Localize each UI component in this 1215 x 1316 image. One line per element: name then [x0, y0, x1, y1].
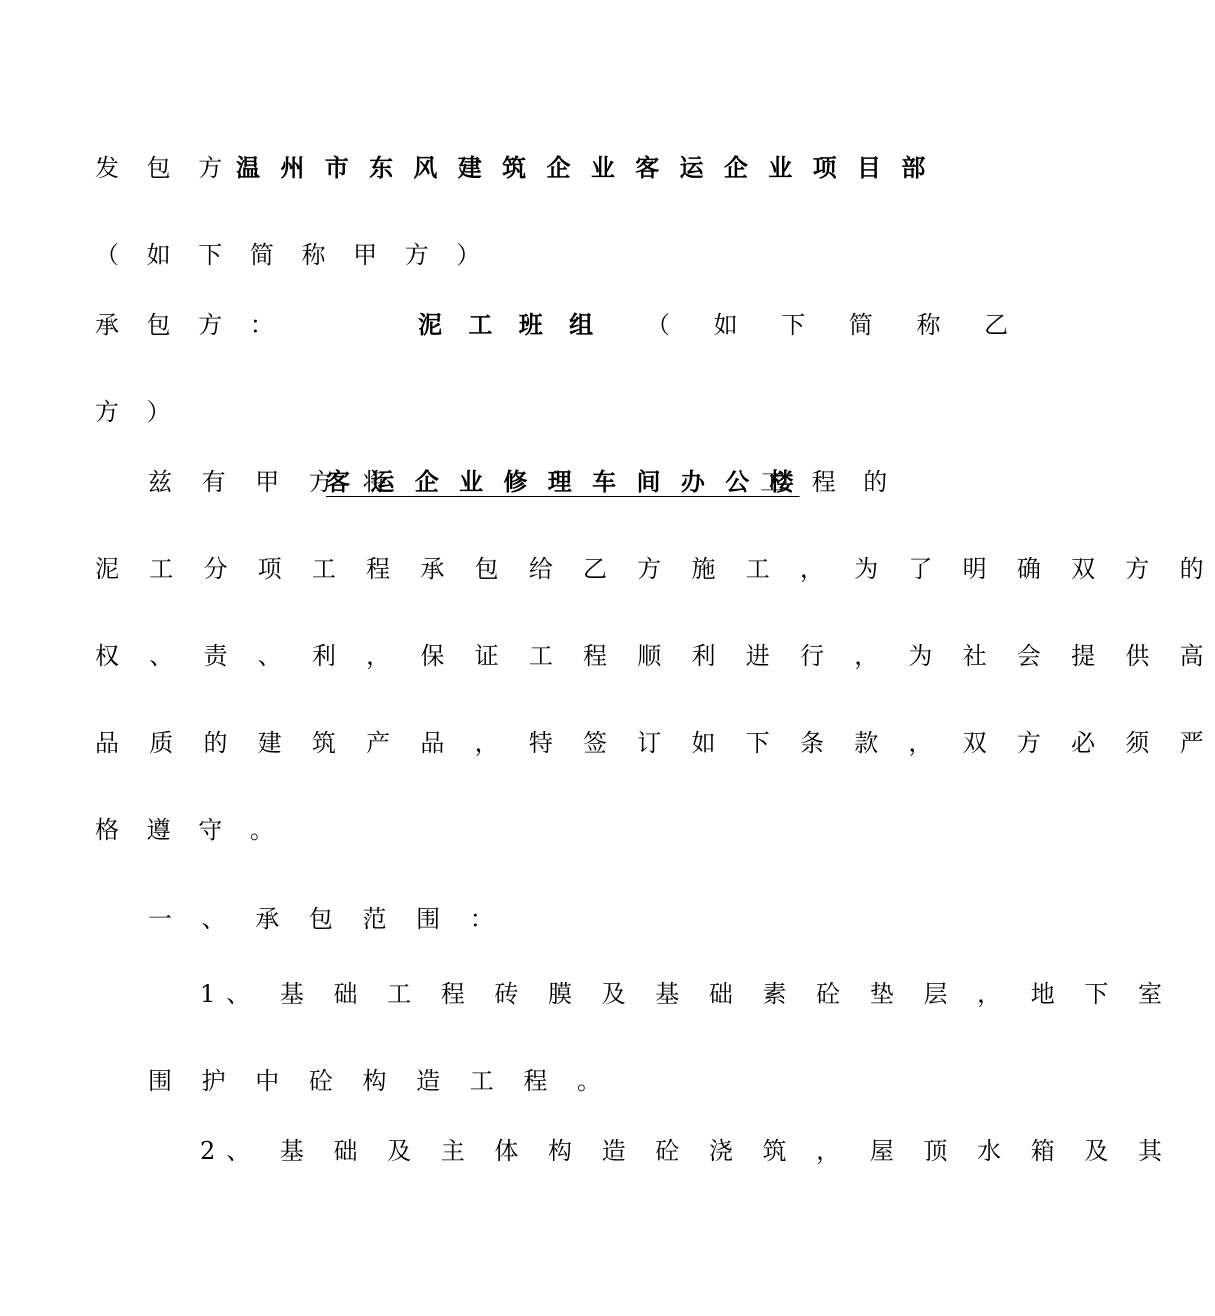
party-b-label: 承 包 方 ： [95, 311, 284, 339]
intro-line-2: 泥 工 分 项 工 程 承 包 给 乙 方 施 工 ， 为 了 明 确 双 方 的 [95, 555, 1215, 583]
item-1-line-2: 围 护 中 砼 构 造 工 程 。 [148, 1067, 613, 1095]
intro-prefix: 兹 有 甲 方 将 [148, 468, 398, 496]
item-1-line-1: 1、 基 础 工 程 砖 膜 及 基 础 素 砼 垫 层 ， 地 下 室 [200, 980, 1173, 1008]
intro-line-4: 品 质 的 建 筑 产 品 ， 特 签 订 如 下 条 款 ， 双 方 必 须 严 [95, 729, 1215, 757]
intro-suffix: 工 程 的 [760, 468, 898, 496]
item-2-line-1: 2、 基 础 及 主 体 构 造 砼 浇 筑 ， 屋 顶 水 箱 及 其 [200, 1137, 1173, 1165]
section-1-title: 一 、 承 包 范 围 ： [148, 905, 505, 933]
party-a-label: 发 包 方 ： [95, 154, 284, 182]
party-b-alias: （ 如 下 简 称 乙 [646, 311, 1027, 339]
party-b-alias-continued: 方 ） [95, 398, 181, 426]
intro-line-3: 权 、 责 、 利 ， 保 证 工 程 顺 利 进 行 ， 为 社 会 提 供 高 [95, 642, 1215, 670]
party-b-name: 泥 工 班 组 [418, 310, 603, 339]
project-name: 客 运 企 业 修 理 车 间 办 公 楼 [326, 467, 800, 496]
party-a-alias: （ 如 下 简 称 甲 方 ） [95, 241, 491, 269]
intro-line-5: 格 遵 守 。 [95, 816, 284, 844]
party-a-name: 温 州 市 东 风 建 筑 企 业 客 运 企 业 项 目 部 [236, 153, 932, 182]
